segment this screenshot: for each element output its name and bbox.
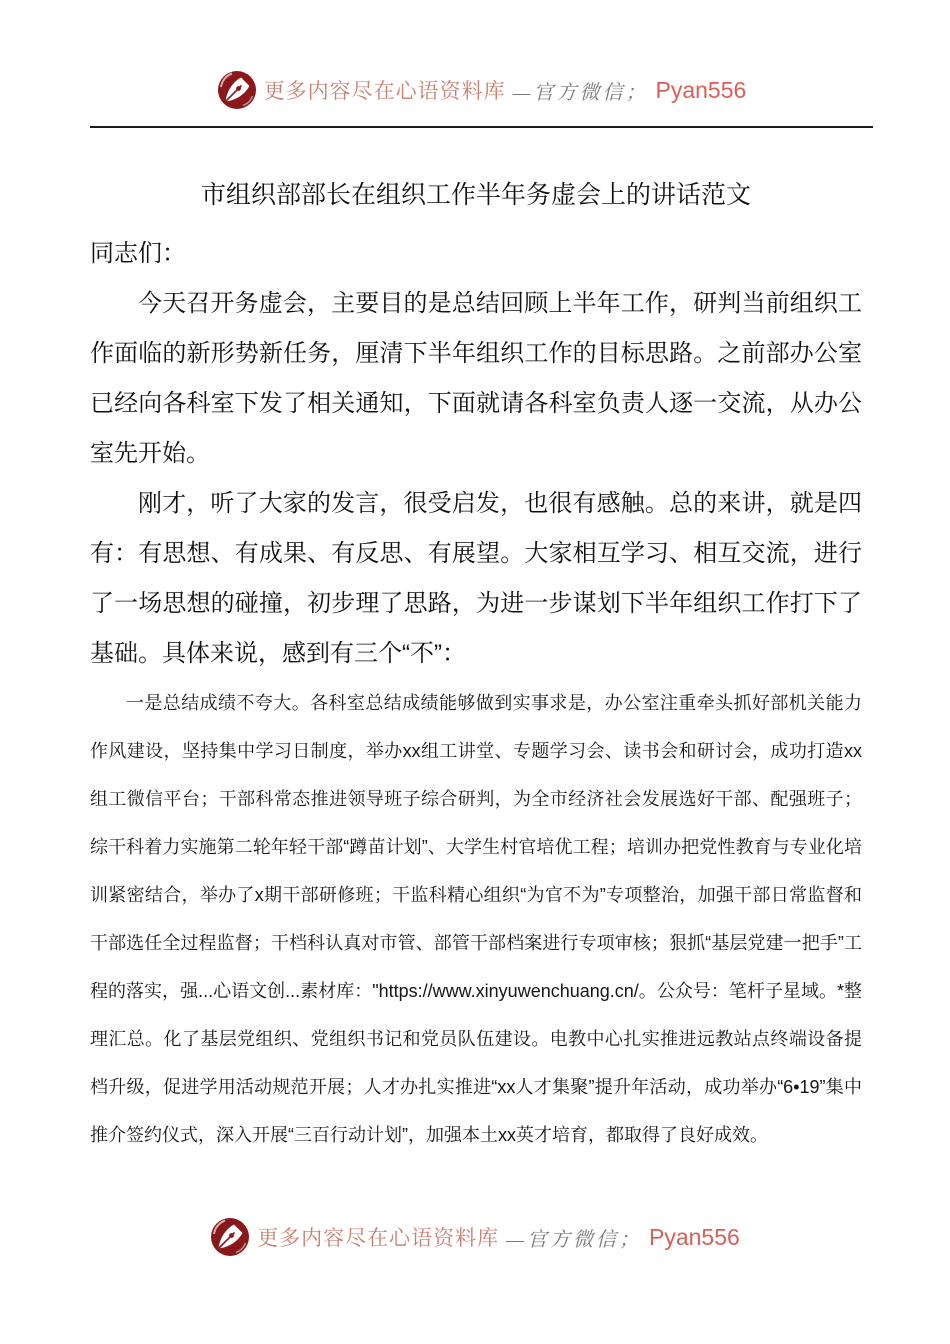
brand-suffix: —官方微信； [512,81,649,104]
xinyu-pen-logo-icon [217,70,257,110]
page-header [90,0,873,128]
brand-wechat-id: Pyan556 [655,76,747,103]
document-body [90,180,862,1159]
salutation: 同志们： [90,240,186,267]
paragraph-2: 刚才，听了大家的发言，很受启发，也很有感触。总的来讲，就是四有：有思想、有成果、有反思、有展望。大家相互学习、相互交流，进行了一场思想的碰撞，初步理了思路，为进一步谋划下半年组织工作打下了基础。具体来说，感到有三个“不”： [90,490,862,667]
brand-text: 更多内容尽在心语资料库 [257,1226,500,1250]
page-footer [0,1217,950,1257]
paragraph-1: 今天召开务虚会，主要目的是总结回顾上半年工作，研判当前组织工作面临的新形势新任务，厘清下半年组织工作的目标思路。之前部办公室已经向各科室下发了相关通知，下面就请各科室负责人逐一交流，从办公室先开始。 [90,290,862,467]
xinyu-pen-logo-icon [210,1217,250,1257]
brand-text: 更多内容尽在心语资料库 [263,79,506,103]
footer-brand [0,1217,950,1257]
document-title: 市组织部部长在组织工作半年务虚会上的讲话范文 [200,181,751,209]
paragraph-3: 一是总结成绩不夸大。各科室总结成绩能够做到实事求是，办公室注重牵头抓好部机关能力作风建设，坚持集中学习日制度，举办xx组工讲堂、专题学习会、读书会和研讨会，成功打造xx组工微信平台；干部科常态推进领导班子综合研判，为全市经济社会发展选好干部、配强班子；综干科着力实施第二轮年轻干部“蹲苗计划”、大学生村官培优工程；培训办把党性教育与专业化培训紧密结合，举办了x期干部研修班；干监科精心组织“为官不为”专项整治，加强干部日常监督和干部选任全过程监督；干档科认真对市管、部管干部档案进行专项审核；狠抓“基层党建一把手”工程的落实，强...心语文创...素材库："https://www.xinyuwenchuang.cn/。公众号：笔杆子星域。*整理汇总。化了基层党组织、党组织书记和党员队伍建设。电教中心扎实推进远教站点终端设备提档升级，促进学用活动规范开展；人才办扎实推进“xx人才集聚”提升年活动，成功举办“6•19”集中推介签约仪式，深入开展“三百行动计划”，加强本土xx英才培育，都取得了良好成效。 [90,693,862,1145]
header-brand [90,70,873,110]
brand-suffix: —官方微信； [506,1228,642,1251]
brand-wechat-id: Pyan556 [648,1223,740,1250]
